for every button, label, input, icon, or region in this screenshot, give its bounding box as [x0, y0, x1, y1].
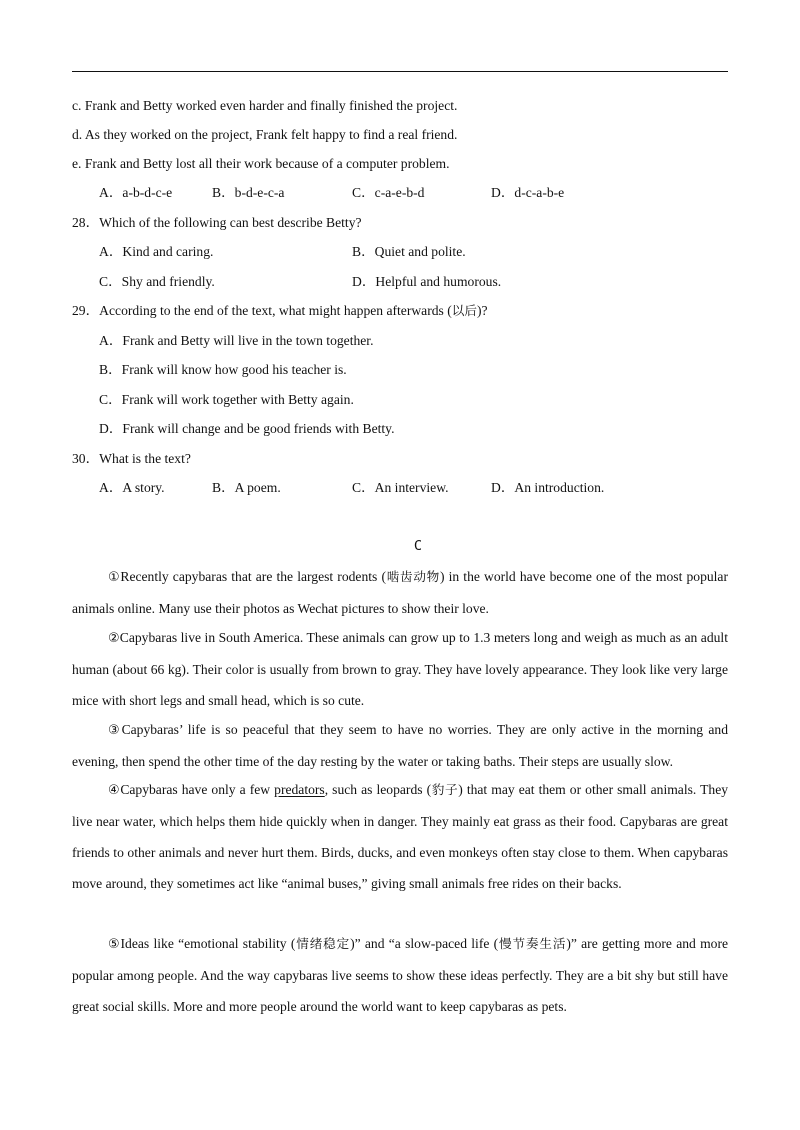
- q29-stem-end: )?: [476, 303, 488, 318]
- q28-option-c[interactable]: C．Shy and friendly.: [99, 274, 215, 289]
- paragraph-cjk: 豹子: [431, 782, 459, 797]
- paragraph-cjk: 慢节奏生活: [498, 936, 567, 951]
- q30-option-b[interactable]: B．A poem.: [212, 480, 281, 495]
- q29-stem-text: 29．According to the end of the text, what might happen afterwards (: [72, 303, 452, 318]
- paragraph-number: ③: [108, 723, 122, 738]
- paragraph-text: Ideas like “emotional stability (: [120, 936, 296, 951]
- paragraph-number: ②: [108, 631, 120, 646]
- paragraph-number: ④: [108, 783, 121, 798]
- q28-option-b[interactable]: B．Quiet and polite.: [352, 244, 466, 259]
- paragraph-4: [72, 774, 728, 899]
- q29-stem: [72, 302, 488, 320]
- q27-option-d[interactable]: D．d-c-a-b-e: [491, 185, 565, 200]
- q27-option-c[interactable]: C．c-a-e-b-d: [352, 185, 425, 200]
- section-heading: C: [413, 538, 423, 554]
- paragraph-text: ) that may eat them or other small animals. They live near water, which helps them hide quickly when in danger. They mainly eat grass as their food. Capybaras are great friends to other animals and never hurt them. Birds, ducks, and even monkeys often stay close to them. When capybaras move around, they sometimes act like “animal buses,” giving small animals free rides on their backs.: [72, 782, 729, 891]
- paragraph-text: )” and “a slow-paced life (: [350, 936, 499, 951]
- q29-option-c[interactable]: C．Frank will work together with Betty again.: [99, 392, 354, 407]
- paragraph-3: [72, 714, 728, 777]
- paragraph-text: Capybaras have only a few: [120, 782, 275, 797]
- predators-word: predators: [274, 782, 325, 797]
- paragraph-5: [72, 928, 728, 1022]
- q30-option-a[interactable]: A．A story.: [99, 480, 165, 495]
- paragraph-number: ①: [108, 570, 121, 585]
- statement-d: d. As they worked on the project, Frank felt happy to find a real friend.: [72, 127, 458, 142]
- q28-option-d[interactable]: D．Helpful and humorous.: [352, 274, 502, 289]
- paragraph-text: Capybaras’ life is so peaceful that they seem to have no worries. They are only active in the morning and evening, then spend the other time of the day resting by the water or taking baths. Their steps are usually slow.: [72, 722, 728, 769]
- statement-e: e. Frank and Betty lost all their work because of a computer problem.: [72, 156, 450, 171]
- paragraph-text: )” are getting more and more popular among people. And the way capybaras live seems to show these ideas perfectly. They are a bit shy but still have great social skills. More and more people around the world want to keep capybaras as pets.: [72, 936, 729, 1014]
- paragraph-text: Recently capybaras that are the largest rodents (: [120, 569, 386, 584]
- paragraph-text: , such as leopards (: [324, 782, 432, 797]
- header-rule: [72, 71, 728, 72]
- q28-option-a[interactable]: A．Kind and caring.: [99, 244, 214, 259]
- q30-option-d[interactable]: D．An introduction.: [491, 480, 605, 495]
- statement-c: c. Frank and Betty worked even harder and finally finished the project.: [72, 98, 458, 113]
- q29-option-b[interactable]: B．Frank will know how good his teacher is.: [99, 362, 347, 377]
- paragraph-1: [72, 561, 728, 624]
- paragraph-number: ⑤: [108, 937, 121, 952]
- q29-option-a[interactable]: A．Frank and Betty will live in the town together.: [99, 333, 374, 348]
- paragraph-2: [72, 622, 728, 716]
- paragraph-cjk: 情绪稳定: [295, 936, 351, 951]
- paragraph-text: ) in the world have become one of the most popular animals online. Many use their photos as Wechat pictures to show their love.: [72, 569, 728, 616]
- q30-option-c[interactable]: C．An interview.: [352, 480, 449, 495]
- q28-stem: 28．Which of the following can best describe Betty?: [72, 215, 362, 230]
- paragraph-cjk: 啮齿动物: [385, 569, 440, 584]
- q29-stem-cjk: 以后: [451, 303, 477, 318]
- q27-option-a[interactable]: A．a-b-d-c-e: [99, 185, 173, 200]
- q27-option-b[interactable]: B．b-d-e-c-a: [212, 185, 285, 200]
- q30-stem: 30．What is the text?: [72, 451, 191, 466]
- q29-option-d[interactable]: D．Frank will change and be good friends with Betty.: [99, 421, 395, 436]
- paragraph-text: Capybaras live in South America. These animals can grow up to 1.3 meters long and weigh as much as an adult human (about 66 kg). Their color is usually from brown to gray. They have lovely appearance. They look like very large mice with short legs and small head, which is so cute.: [72, 630, 728, 708]
